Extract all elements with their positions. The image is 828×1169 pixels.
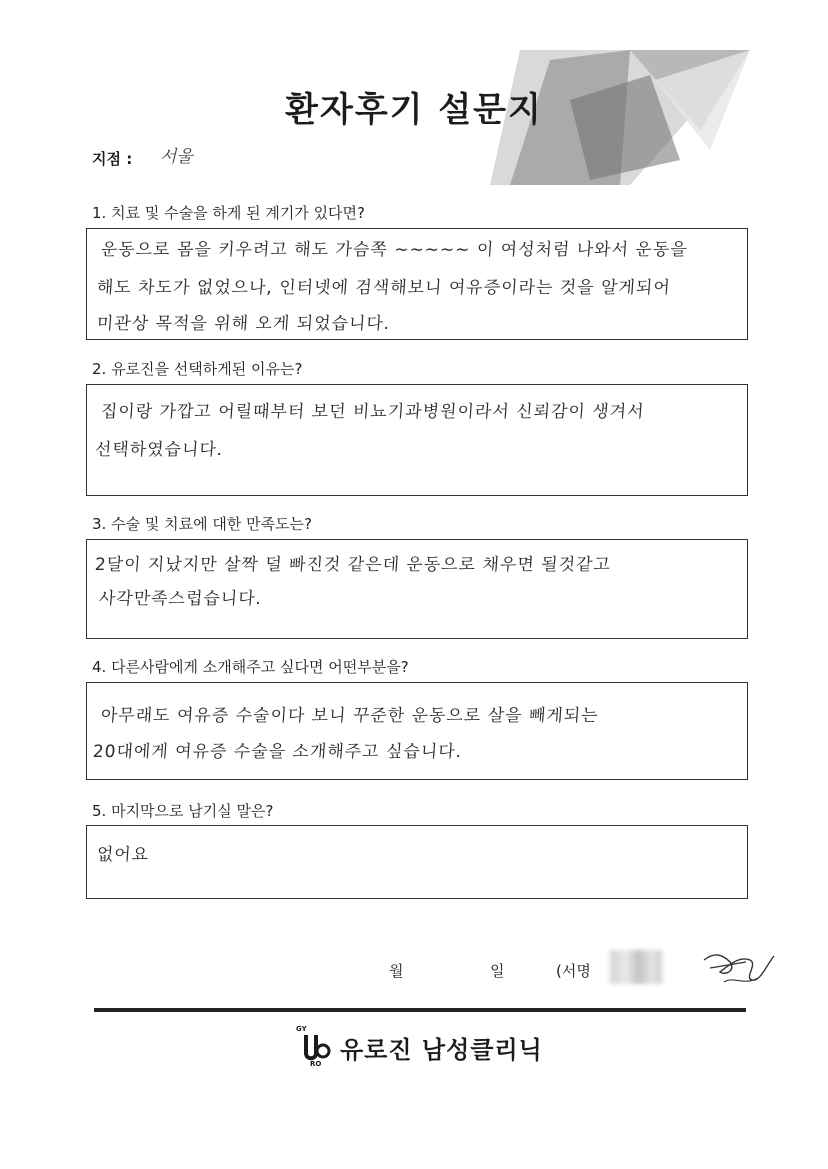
branch-label: 지점 : (92, 150, 133, 168)
day-label: 일 (490, 962, 505, 980)
question-4-label: 4. 다른사람에게 소개해주고 싶다면 어떤부분을? (92, 658, 409, 676)
question-2-label: 2. 유로진을 선택하게된 이유는? (92, 360, 303, 378)
question-3-label: 3. 수술 및 치료에 대한 만족도는? (92, 515, 312, 533)
question-1-answer-line: 운동으로 몸을 키우려고 해도 가슴쪽 ~~~~~ 이 여성처럼 나와서 운동을 (100, 240, 689, 260)
question-1-answer-box (86, 228, 748, 340)
clinic-logo (296, 1027, 543, 1067)
footer-divider (94, 1008, 746, 1012)
question-2-answer-box (86, 384, 748, 496)
question-3-answer-box (86, 539, 748, 639)
question-5-answer-box (86, 825, 748, 899)
month-label: 월 (389, 962, 404, 980)
redacted-name (610, 950, 662, 984)
question-1-label: 1. 치료 및 수술을 하게 된 계기가 있다면? (92, 204, 366, 222)
branch-value: 서울 (160, 147, 193, 167)
question-4-answer-box (86, 682, 748, 780)
question-3-answer-line: 사각만족스럽습니다. (98, 589, 263, 609)
logo-ro-text: RO (310, 1060, 322, 1068)
question-1-answer-line: 해도 차도가 없었으나, 인터넷에 검색해보니 여유증이라는 것을 알게되어 (96, 278, 672, 298)
form-title: 환자후기 설문지 (285, 90, 543, 130)
logo-gy-text: GY (296, 1025, 307, 1033)
clinic-name: 유로진 남성클리닉 (340, 1035, 543, 1064)
question-3-answer-line: 2달이 지났지만 살짝 덜 빠진것 같은데 운동으로 채우면 될것같고 (94, 555, 612, 575)
question-5-answer-line: 없어요 (96, 845, 150, 865)
signature-label: (서명 (556, 962, 591, 980)
signature (700, 942, 780, 992)
question-4-answer-line: 아무래도 여유증 수술이다 보니 꾸준한 운동으로 살을 빼게되는 (100, 706, 600, 726)
question-2-answer-line: 집이랑 가깝고 어릴때부터 보던 비뇨기과병원이라서 신뢰감이 생겨서 (100, 402, 646, 422)
question-5-label: 5. 마지막으로 남기실 말은? (92, 802, 274, 820)
question-1-answer-line: 미관상 목적을 위해 오게 되었습니다. (96, 314, 391, 334)
logo-mark (296, 1027, 334, 1067)
question-2-answer-line: 선택하였습니다. (94, 440, 224, 460)
question-4-answer-line: 20대에게 여유증 수술을 소개해주고 싶습니다. (92, 742, 463, 762)
